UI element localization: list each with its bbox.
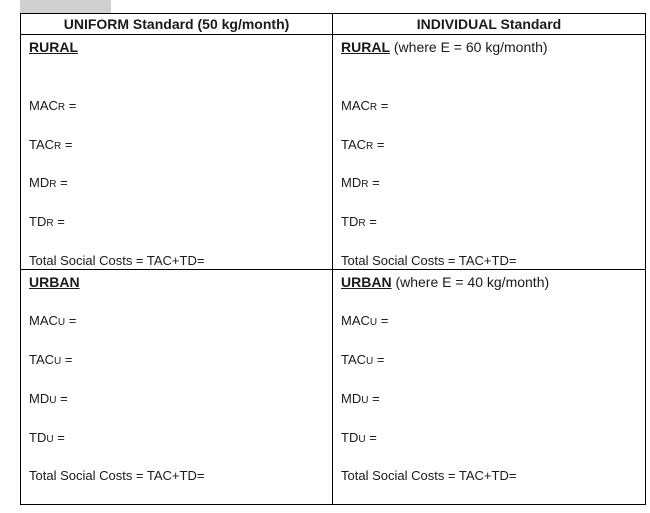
urban-uniform-td: TDU = xyxy=(29,430,65,445)
rural-individual-tac: TACR = xyxy=(341,137,385,152)
urban-row xyxy=(21,270,646,505)
rural-individual-title: RURAL xyxy=(341,39,390,55)
rural-uniform-md: MDR = xyxy=(29,175,68,190)
urban-individual-total: Total Social Costs = TAC+TD= xyxy=(341,468,517,483)
urban-individual-title: URBAN xyxy=(341,274,392,290)
individual-standard-header: INDIVIDUAL Standard xyxy=(333,14,646,35)
urban-individual-tac: TACU = xyxy=(341,352,385,367)
rural-individual-cell xyxy=(333,35,646,270)
rural-individual-total: Total Social Costs = TAC+TD= xyxy=(341,253,517,268)
rural-individual-td: TDR = xyxy=(341,214,377,229)
urban-individual-md: MDU = xyxy=(341,391,380,406)
standards-table xyxy=(20,13,646,505)
rural-uniform-td: TDR = xyxy=(29,214,65,229)
rural-individual-mac: MACR = xyxy=(341,98,389,113)
rural-uniform-total: Total Social Costs = TAC+TD= xyxy=(29,253,205,268)
urban-uniform-tac: TACU = xyxy=(29,352,73,367)
rural-uniform-cell xyxy=(21,35,333,270)
urban-individual-td: TDU = xyxy=(341,430,377,445)
urban-uniform-mac: MACU = xyxy=(29,313,77,328)
urban-uniform-md: MDU = xyxy=(29,391,68,406)
rural-uniform-tac: TACR = xyxy=(29,137,73,152)
rural-uniform-mac: MACR = xyxy=(29,98,77,113)
gray-tab-decoration xyxy=(20,0,111,13)
uniform-standard-header: UNIFORM Standard (50 kg/month) xyxy=(21,14,333,35)
urban-uniform-total: Total Social Costs = TAC+TD= xyxy=(29,468,205,483)
urban-individual-heading xyxy=(341,273,549,291)
rural-uniform-title: RURAL xyxy=(29,39,78,55)
urban-individual-mac: MACU = xyxy=(341,313,389,328)
urban-uniform-title: URBAN xyxy=(29,274,80,290)
header-row xyxy=(21,14,646,35)
rural-individual-heading xyxy=(341,38,548,56)
urban-individual-note: (where E = 40 kg/month) xyxy=(391,274,550,290)
urban-uniform-heading xyxy=(29,273,80,291)
urban-uniform-cell xyxy=(21,270,333,505)
rural-uniform-heading xyxy=(29,38,78,56)
rural-individual-note: (where E = 60 kg/month) xyxy=(390,39,548,55)
urban-individual-cell xyxy=(333,270,646,505)
rural-row xyxy=(21,35,646,270)
rural-individual-md: MDR = xyxy=(341,175,380,190)
